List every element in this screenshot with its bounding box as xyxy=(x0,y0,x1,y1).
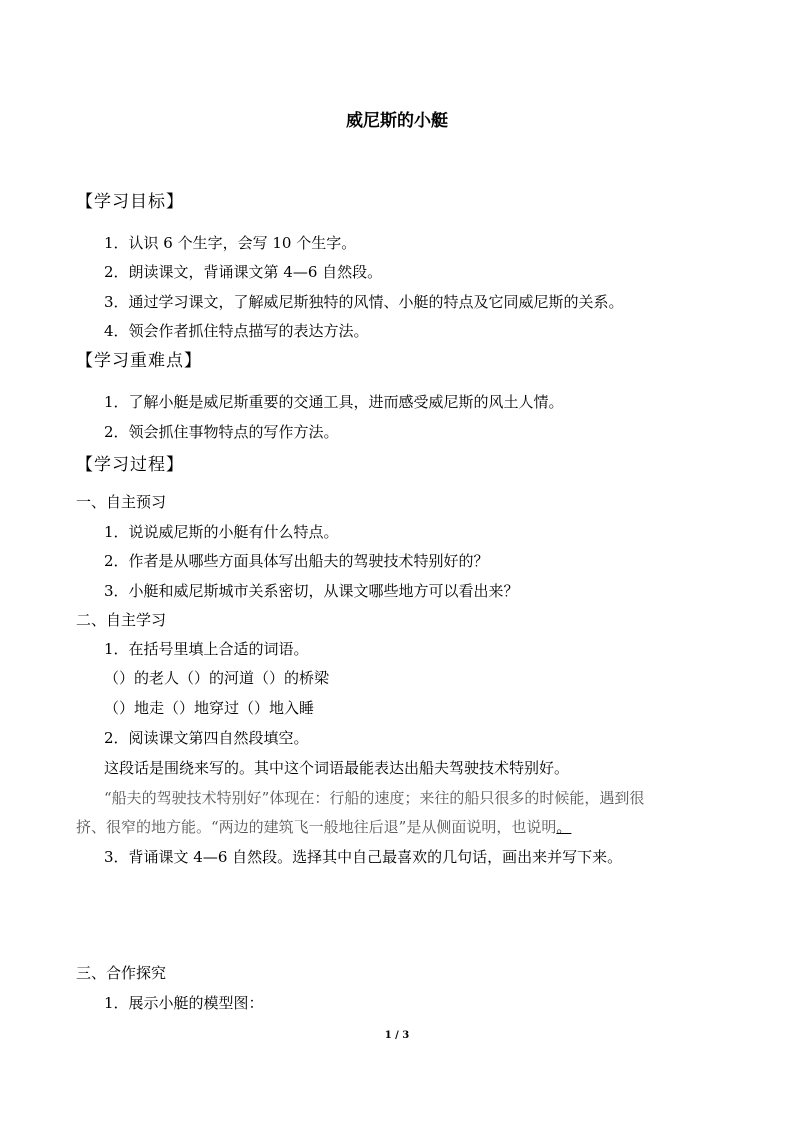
goal-item: 4．领会作者抓住特点描写的表达方法。 xyxy=(104,322,369,340)
paragraph-fill-1: 这段话是围绕来写的。其中这个词语最能表达出船夫驾驶技术特别好。 xyxy=(104,759,570,777)
part2-question-3: 3．背诵课文 4—6 自然段。选择其中自己最喜欢的几句话，画出来并写下来。 xyxy=(104,848,623,866)
paragraph-fill-2a: “船夫的驾驶技术特别好”体现在：行船的速度；来往的船只很多的时候能，遇到很 xyxy=(104,789,645,807)
paragraph-fill-2b xyxy=(76,817,571,837)
goal-item: 2．朗读课文，背诵课文第 4—6 自然段。 xyxy=(104,263,383,281)
keypoint-item: 1．了解小艇是威尼斯重要的交通工具，进而感受威尼斯的风土人情。 xyxy=(104,393,564,411)
page-number: 1 / 3 xyxy=(384,1030,410,1041)
goal-item: 1．认识 6 个生字，会写 10 个生字。 xyxy=(104,234,357,252)
part3-heading: 三、合作探究 xyxy=(76,964,167,982)
part3-question-1: 1．展示小艇的模型图： xyxy=(104,994,264,1012)
section-heading-goals: 【学习目标】 xyxy=(76,192,184,212)
part1-heading: 一、自主预习 xyxy=(76,493,167,511)
fill-blank-line-2: （）地走（）地穿过（）地入睡 xyxy=(104,699,315,717)
section-heading-process: 【学习过程】 xyxy=(76,455,184,475)
page-title: 威尼斯的小艇 xyxy=(346,111,448,131)
fill-blank-line-1: （）的老人（）的河道（）的桥梁 xyxy=(104,669,330,687)
part1-item: 1．说说威尼斯的小艇有什么特点。 xyxy=(104,523,339,541)
part1-item: 2．作者是从哪些方面具体写出船夫的驾驶技术特别好的？ xyxy=(104,552,489,570)
part2-heading: 二、自主学习 xyxy=(76,611,167,629)
part1-item: 3．小艇和威尼斯城市关系密切，从课文哪些地方可以看出来？ xyxy=(104,582,519,600)
part2-question-2: 2．阅读课文第四自然段填空。 xyxy=(104,729,309,747)
paragraph-end-mark: 。 xyxy=(556,818,572,836)
goal-item: 3．通过学习课文，了解威尼斯独特的风情、小艇的特点及它同威尼斯的关系。 xyxy=(104,293,624,311)
keypoint-item: 2．领会抓住事物特点的写作方法。 xyxy=(104,423,339,441)
section-heading-keypoints: 【学习重难点】 xyxy=(76,351,202,371)
paragraph-fill-2b-text: 挤、很窄的地方能。“两边的建筑飞一般地往后退”是从侧面说明，也说明 xyxy=(76,818,557,836)
part2-question-1: 1．在括号里填上合适的词语。 xyxy=(104,640,309,658)
